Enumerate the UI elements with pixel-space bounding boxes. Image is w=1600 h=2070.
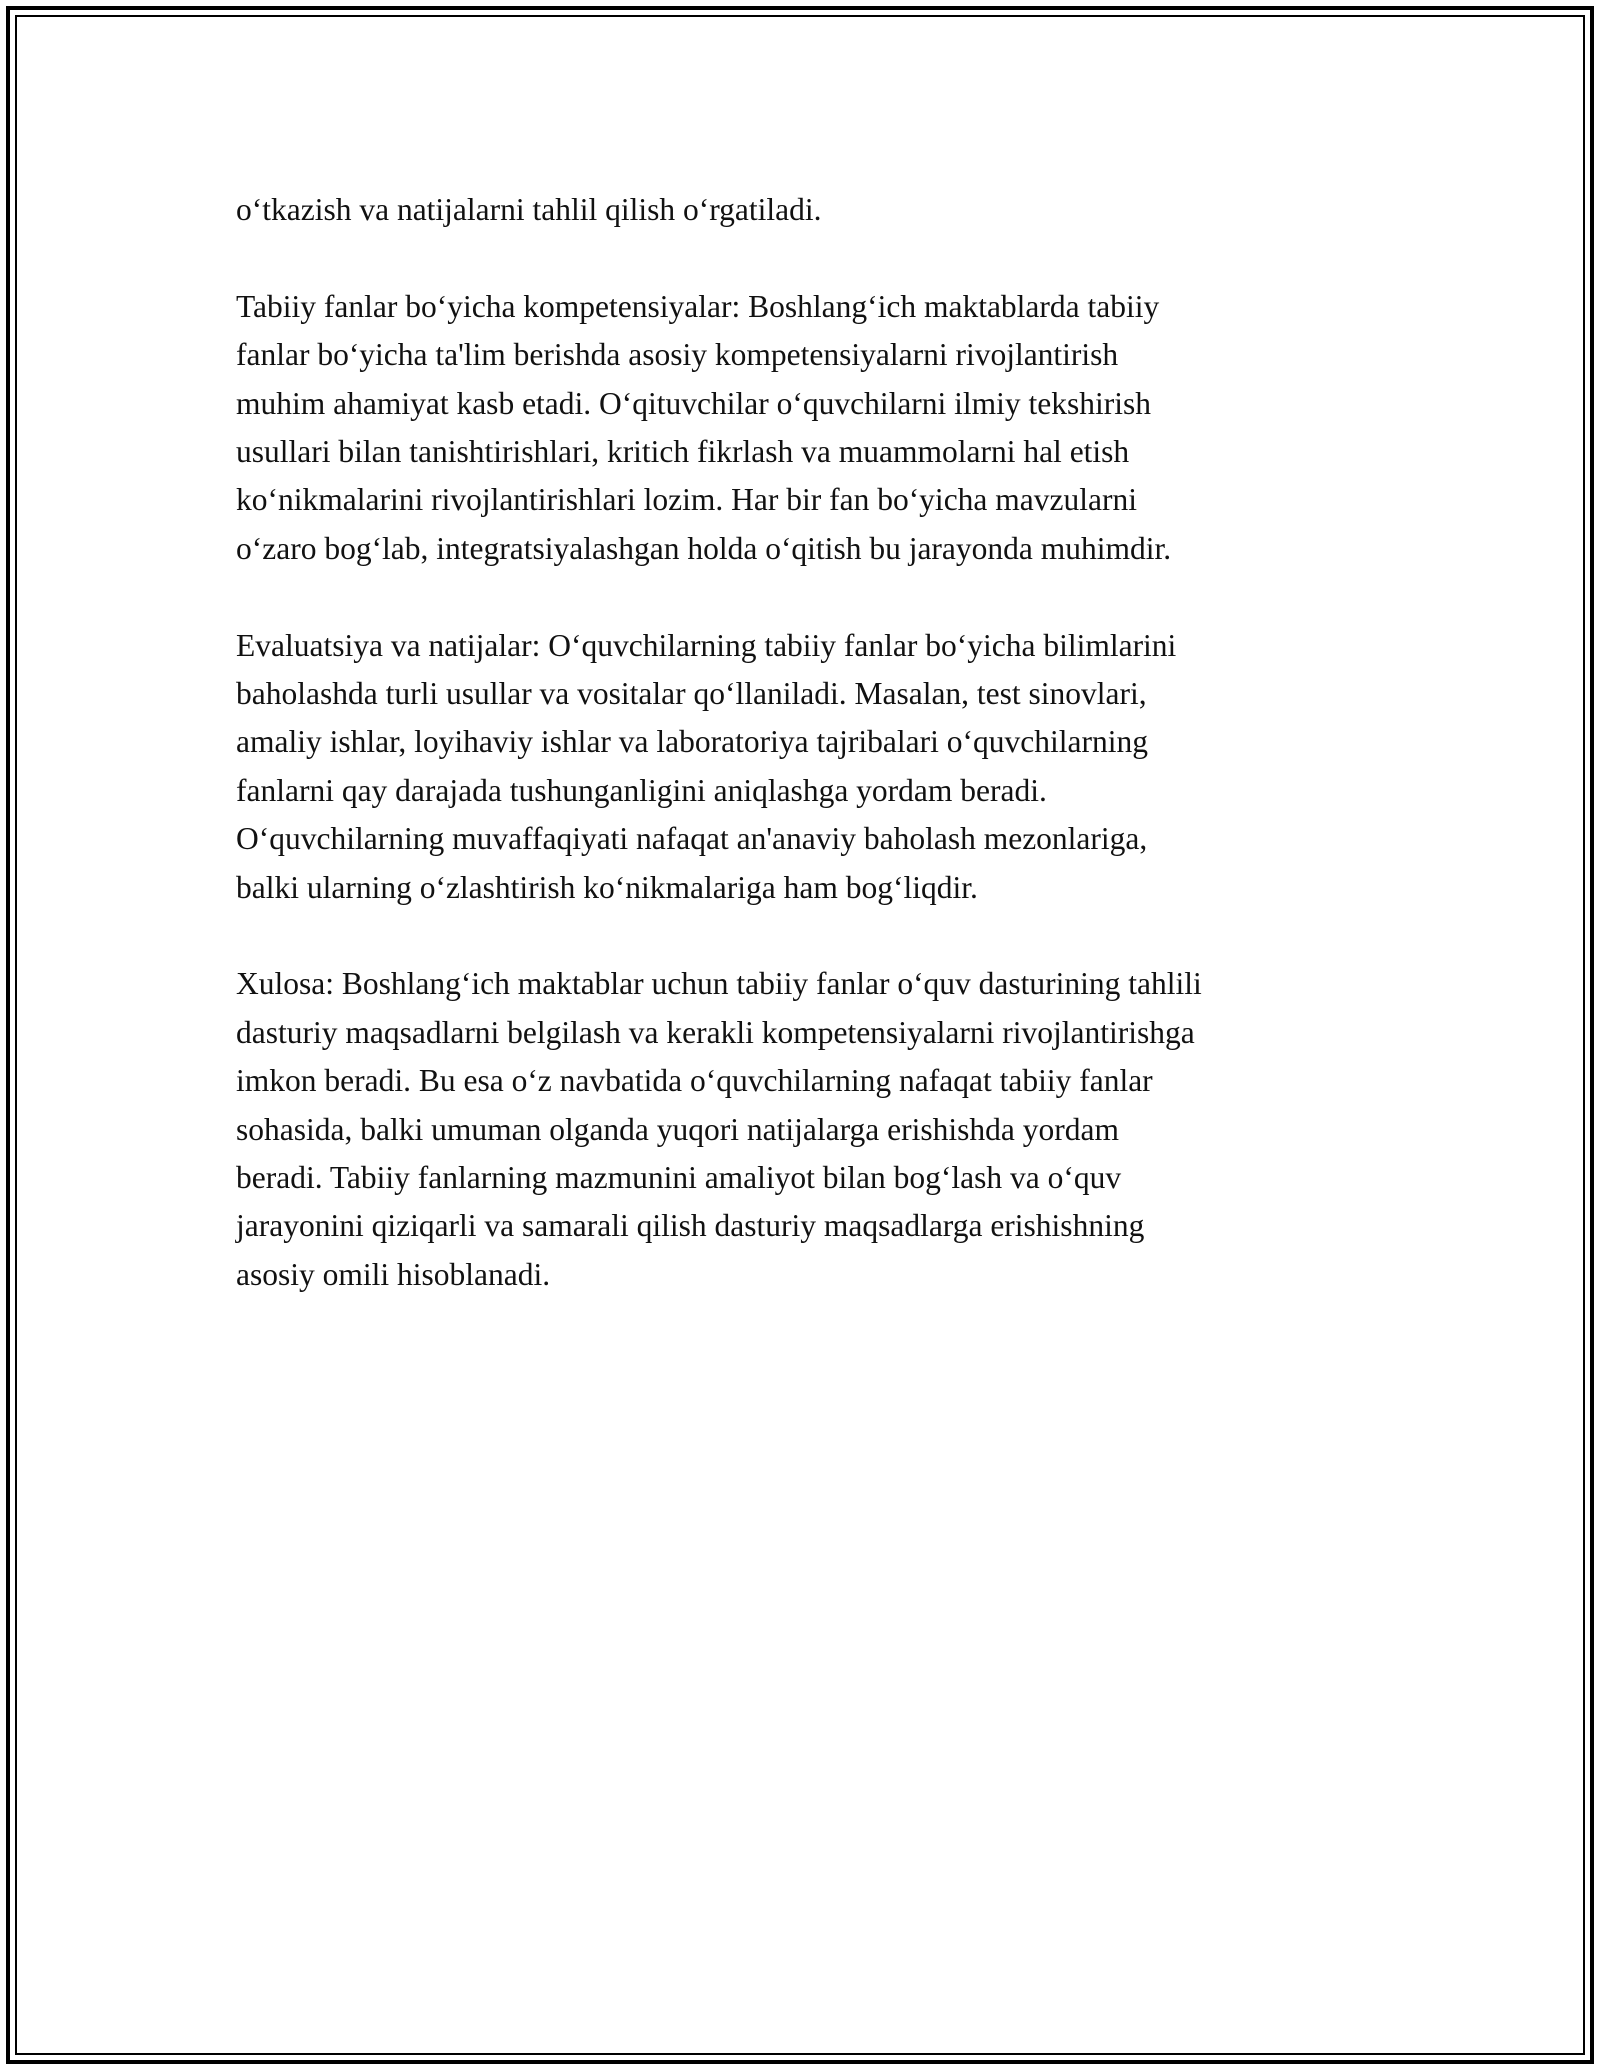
paragraph-evaluation: Evaluatsiya va natijalar: O‘quvchilarning tabiiy fanlar bo‘yicha bilimlarini baholashda turli usullar va vositalar qo‘llaniladi. Masalan, test sinovlari, amaliy ishlar, loyihaviy ishlar va laboratoriya tajribalari o‘quvchilarning fanlarni qay darajada tushunganligini aniqlashga yordam beradi. O‘quvchilarning muvaffaqiyati nafaqat an'anaviy baholash mezonlariga, balki ularning o‘zlashtirish ko‘nikmalariga ham bog‘liqdir.: [236, 627, 1177, 905]
paragraph-continuation: o‘tkazish va natijalarni tahlil qilish o‘rgatiladi.: [236, 192, 822, 227]
document-body: [236, 186, 1366, 1348]
paragraph-conclusion: Xulosa: Boshlang‘ich maktablar uchun tabiiy fanlar o‘quv dasturining tahlili dasturiy maqsadlarni belgilash va kerakli kompetensiyalarni rivojlantirishga imkon beradi. Bu esa o‘z navbatida o‘quvchilarning nafaqat tabiiy fanlar sohasida, balki umuman olganda yuqori natijalarga erishishda yordam beradi. Tabiiy fanlarning mazmunini amaliyot bilan bog‘lash va o‘quv jarayonini qiziqarli va samarali qilish dasturiy maqsadlarga erishishning asosiy omili hisoblanadi.: [236, 966, 1202, 1292]
paragraph-competencies: Tabiiy fanlar bo‘yicha kompetensiyalar: Boshlang‘ich maktablarda tabiiy fanlar bo‘yicha ta'lim berishda asosiy kompetensiyalarni rivojlantirish muhim ahamiyat kasb etadi. O‘qituvchilar o‘quvchilarni ilmiy tekshirish usullari bilan tanishtirishlari, kritich fikrlash va muammolarni hal etish ko‘nikmalarini rivojlantirishlari lozim. Har bir fan bo‘yicha mavzularni o‘zaro bog‘lab, integratsiyalashgan holda o‘qitish bu jarayonda muhimdir.: [236, 288, 1172, 566]
